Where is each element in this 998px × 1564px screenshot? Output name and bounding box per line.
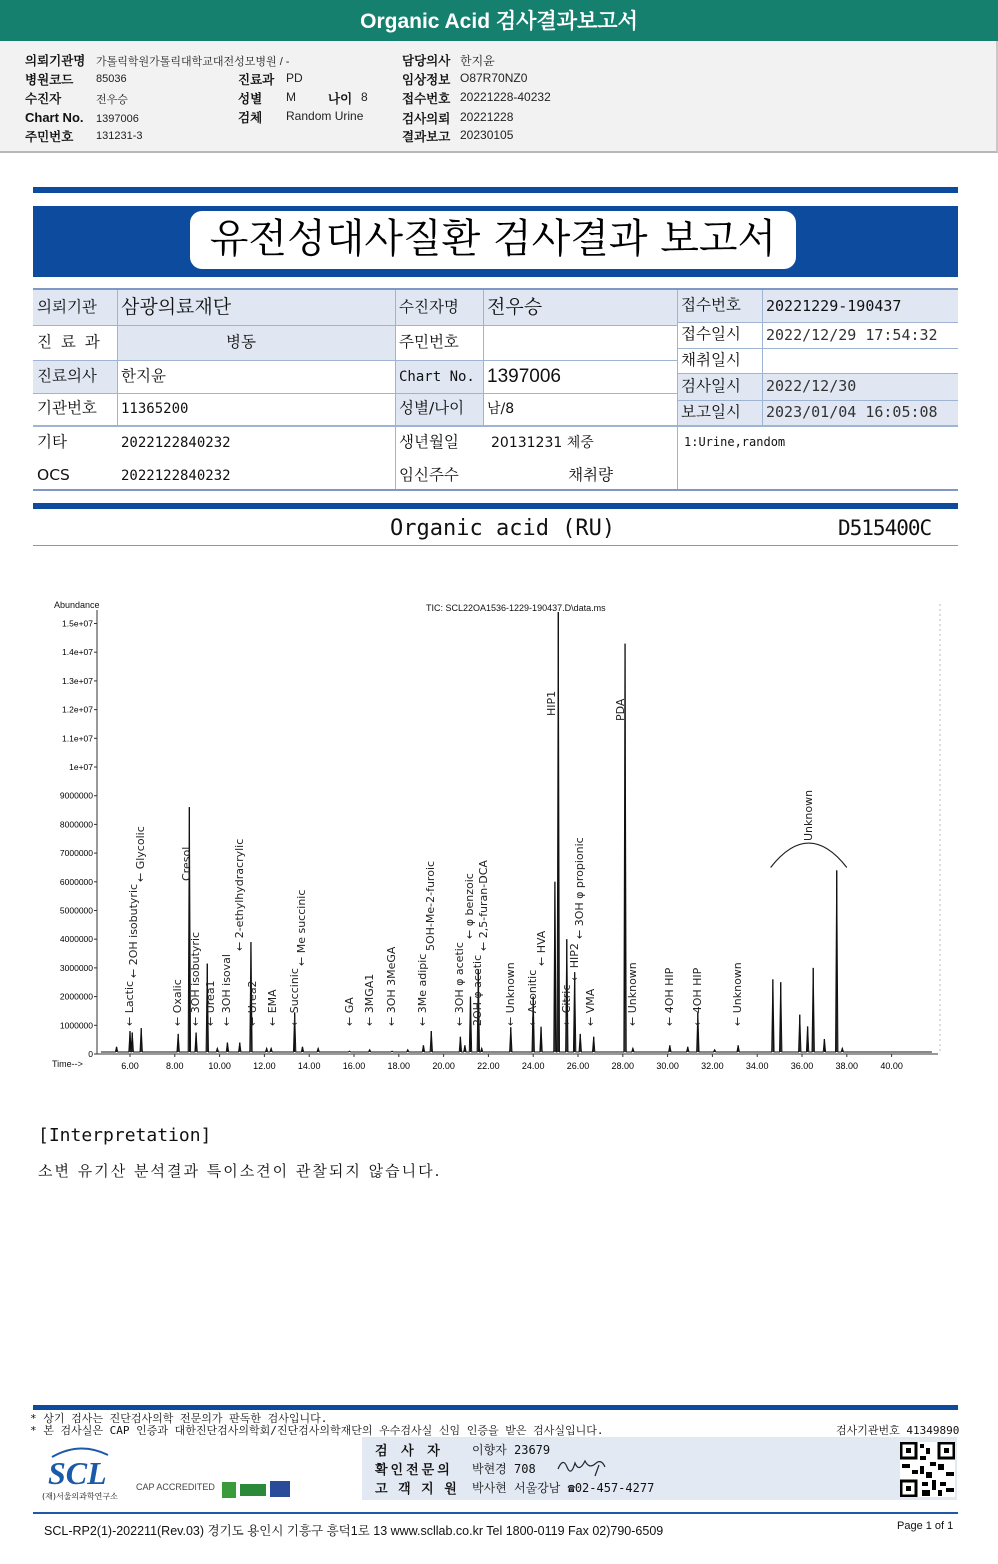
table-value bbox=[762, 348, 958, 373]
dept-value: PD bbox=[286, 71, 303, 85]
peak-annotation: ← Unknown bbox=[503, 962, 517, 1026]
x-tick-label: 22.00 bbox=[477, 1061, 500, 1071]
table-value: 채취량 bbox=[568, 466, 613, 485]
result-value: 20230105 bbox=[460, 128, 514, 142]
hospital-code-value: 85036 bbox=[96, 73, 127, 85]
peak-annotation: ← Urea2 bbox=[246, 980, 260, 1026]
table-value: 20131231 체중 bbox=[491, 435, 594, 451]
peak-annotation: ← 3OH φ propionic bbox=[573, 837, 587, 939]
lab-number: 검사기관번호 41349890 bbox=[836, 1424, 960, 1437]
request-label: 검사의뢰 bbox=[402, 111, 451, 126]
table-value: 1397006 bbox=[487, 366, 561, 387]
x-tick-label: 26.00 bbox=[566, 1061, 590, 1071]
peak-annotation: ← 3MGA1 bbox=[362, 973, 376, 1026]
doctor-label: 담당의사 bbox=[402, 53, 451, 68]
table-divider bbox=[33, 425, 958, 427]
peak-annotation: ← 2OH isobutyric bbox=[127, 883, 141, 978]
peak-annotation: ← Oxalic bbox=[171, 979, 185, 1026]
hospital-code-label: 병원코드 bbox=[25, 72, 74, 87]
peak-annotation: ← Glycolic bbox=[134, 826, 148, 882]
peak-annotation: ← 2-ethylhydracrylic bbox=[232, 838, 246, 951]
x-tick-label: 36.00 bbox=[790, 1061, 814, 1071]
cert-logo-icon bbox=[240, 1484, 266, 1496]
cert-logo-icon bbox=[270, 1481, 290, 1497]
table-value: 20221229-190437 bbox=[762, 290, 958, 322]
table-value: 2022122840232 bbox=[121, 468, 231, 484]
chart-label: Chart No. bbox=[25, 110, 84, 125]
x-tick-label: 28.00 bbox=[611, 1061, 635, 1071]
y-tick-label: 9000000 bbox=[59, 790, 93, 801]
table-label: 생년월일 bbox=[399, 433, 459, 452]
x-tick-label: 16.00 bbox=[342, 1061, 366, 1071]
table-label: 보고일시 bbox=[677, 400, 762, 425]
peak-annotation: ← GA bbox=[342, 997, 356, 1026]
footer-note-2: * 본 검사실은 CAP 인증과 대한진단검사의학회/진단검사의학재단의 우수검사실 신임 인증을 받은 검사실입니다. bbox=[30, 1424, 604, 1437]
y-tick-label: 3000000 bbox=[59, 962, 93, 973]
peak-annotation: ← 2,5-furan-DCA bbox=[476, 860, 490, 951]
peak-annotation: ← Citric bbox=[559, 984, 573, 1026]
request-value: 20221228 bbox=[460, 110, 514, 124]
institution-value: 가톨릭학원가톨릭대학교대전성모병원 / - bbox=[96, 56, 290, 68]
table-label: 기타 bbox=[37, 433, 67, 452]
y-tick-label: 0 bbox=[88, 1049, 93, 1059]
y-tick-label: 1.5e+07 bbox=[62, 618, 93, 629]
peak-annotation: ← HVA bbox=[535, 930, 549, 966]
signature-image bbox=[555, 1455, 610, 1477]
y-tick-label: 2000000 bbox=[59, 991, 93, 1002]
y-tick-label: 1.2e+07 bbox=[62, 704, 93, 715]
table-value: 11365200 bbox=[121, 401, 189, 417]
rrn-value: 131231-3 bbox=[96, 130, 143, 142]
peak-annotation: ← 4OH HIP bbox=[662, 967, 676, 1026]
tester-label: 검 사 자 bbox=[375, 1444, 440, 1459]
peak-annotation: ← 3Me adipic bbox=[416, 953, 430, 1026]
table-label: 성별/나이 bbox=[395, 393, 483, 425]
table-value: 삼광의료재단 bbox=[117, 290, 395, 325]
y-tick-label: 5000000 bbox=[59, 905, 93, 916]
peak-annotation: ← Urea1 bbox=[203, 980, 217, 1026]
x-tick-label: 32.00 bbox=[701, 1061, 724, 1071]
table-value bbox=[483, 325, 677, 360]
table-label: 기관번호 bbox=[37, 399, 97, 418]
table-label: 주민번호 bbox=[399, 332, 459, 351]
confirm-value: 박현경 708 bbox=[472, 1462, 536, 1476]
dept-label: 진료과 bbox=[238, 72, 275, 87]
table-label: 임신주수 bbox=[399, 466, 459, 485]
x-tick-label: 24.00 bbox=[521, 1061, 545, 1071]
x-tick-label: 30.00 bbox=[656, 1061, 679, 1071]
x-tick-label: 38.00 bbox=[835, 1061, 859, 1071]
peak-annotation: HIP1 bbox=[545, 690, 559, 716]
tester-value: 이향자 23679 bbox=[472, 1443, 551, 1457]
peak-annotation: 5OH-Me-2-furoic bbox=[424, 860, 438, 951]
peak-annotation: ← Lactic bbox=[123, 980, 136, 1026]
table-value: 남/8 bbox=[487, 401, 515, 417]
chart-value: 1397006 bbox=[96, 113, 139, 125]
table-empty-cell bbox=[272, 325, 395, 360]
table-label: OCS bbox=[37, 466, 70, 485]
page-number: Page 1 of 1 bbox=[897, 1520, 954, 1532]
y-tick-label: 1.3e+07 bbox=[62, 675, 93, 686]
peak-annotation: ← Me succinic bbox=[295, 889, 309, 966]
peak-annotation: Cresol bbox=[180, 846, 194, 881]
y-tick-label: 8000000 bbox=[59, 819, 93, 830]
x-tick-label: 6.00 bbox=[121, 1061, 139, 1071]
peak-annotation: ← 4OH HIP bbox=[690, 967, 704, 1026]
x-tick-label: 40.00 bbox=[880, 1061, 903, 1071]
table-value: 2022/12/29 17:54:32 bbox=[766, 325, 938, 344]
clinical-value: O87R70NZ0 bbox=[460, 71, 528, 85]
y-tick-label: 1.1e+07 bbox=[62, 733, 93, 744]
clinical-label: 임상정보 bbox=[402, 72, 451, 87]
peak-annotation: ← 3OH φ acetic bbox=[453, 942, 467, 1026]
x-tick-label: 8.00 bbox=[166, 1061, 184, 1071]
peak-annotation: ← VMA bbox=[584, 988, 598, 1026]
interpretation-title: [Interpretation] bbox=[38, 1125, 212, 1146]
cert-logo-icon bbox=[222, 1482, 236, 1498]
table-label: 진 료 과 bbox=[37, 332, 102, 351]
table-label: 접수번호 bbox=[677, 290, 762, 322]
footer-note-1: * 상기 검사는 진단검사의학 전문의가 판독한 검사입니다. bbox=[30, 1412, 328, 1425]
rrn-label: 주민번호 bbox=[25, 129, 74, 144]
x-tick-label: 20.00 bbox=[432, 1061, 455, 1071]
peak-annotation: ← 3OH isoval bbox=[220, 954, 234, 1026]
table-label: 수진자명 bbox=[395, 290, 483, 325]
peak-annotation: ← Succinic bbox=[287, 968, 301, 1026]
peak-annotation: ← Aconitic bbox=[526, 969, 540, 1026]
specimen-label: 검체 bbox=[238, 110, 263, 125]
specimen-note: 1:Urine,random bbox=[684, 435, 786, 449]
footer-address: SCL-RP2(1)-202211(Rev.03) 경기도 용인시 기흥구 흥덕1로 13 www.scllab.co.kr Tel 1800-0119 Fax 02)790-6509 bbox=[44, 1524, 664, 1538]
divider bbox=[33, 503, 958, 509]
x-tick-label: 34.00 bbox=[745, 1061, 769, 1071]
info-panel bbox=[0, 41, 998, 153]
peak-annotation: ← 3OH 3MeGA bbox=[385, 946, 399, 1026]
divider bbox=[33, 1512, 958, 1514]
interpretation-text: 소변 유기산 분석결과 특이소견이 관찰되지 않습니다. bbox=[38, 1162, 442, 1180]
x-tick-label: 12.00 bbox=[253, 1061, 276, 1071]
y-tick-label: 6000000 bbox=[59, 876, 93, 887]
report-header-title: Organic Acid 검사결과보고서 bbox=[0, 0, 998, 41]
table-bottom-border bbox=[33, 489, 958, 491]
peak-annotation: Unknown bbox=[801, 789, 815, 841]
sex-value: M bbox=[286, 90, 296, 104]
receipt-value: 20221228-40232 bbox=[460, 90, 551, 104]
qr-code-icon bbox=[900, 1442, 955, 1497]
sex-label: 성별 bbox=[238, 91, 263, 106]
y-tick-label: 1000000 bbox=[59, 1020, 93, 1031]
x-tick-label: 10.00 bbox=[208, 1061, 231, 1071]
y-tick-label: 1e+07 bbox=[69, 762, 93, 772]
divider bbox=[33, 545, 958, 546]
divider bbox=[33, 187, 958, 193]
x-tick-label: 14.00 bbox=[297, 1061, 321, 1071]
peak-annotation: ← φ benzoic bbox=[463, 873, 477, 939]
test-name: Organic acid (RU) bbox=[390, 516, 616, 541]
peak-annotation: 2OH φ acetic bbox=[471, 954, 485, 1026]
age-value: 8 bbox=[361, 90, 368, 104]
peak-annotation: PDA bbox=[613, 698, 627, 721]
test-code: D515400C bbox=[838, 516, 932, 540]
y-tick-label: 1.4e+07 bbox=[62, 647, 93, 658]
x-tick-label: 18.00 bbox=[387, 1061, 411, 1071]
table-value: 한지윤 bbox=[121, 366, 166, 385]
table-label: 의뢰기관 bbox=[33, 290, 117, 325]
doctor-value: 한지윤 bbox=[460, 54, 495, 68]
table-label: 채취일시 bbox=[681, 350, 741, 369]
patient-value: 전우승 bbox=[96, 94, 128, 106]
chart-title: TIC: SCL22OA1536-1229-190437.D\data.ms bbox=[426, 603, 606, 613]
patient-label: 수진자 bbox=[25, 91, 62, 106]
peak-annotation: ← Unknown bbox=[731, 962, 745, 1026]
scl-logo-subtitle: (재)서울의과학연구소 bbox=[42, 1492, 118, 1501]
table-label: 접수일시 bbox=[681, 325, 741, 344]
y-tick-label: 4000000 bbox=[59, 934, 93, 945]
y-axis-label: Abundance bbox=[54, 600, 100, 610]
cap-logo: CAP ACCREDITED bbox=[136, 1482, 215, 1492]
confirm-label: 확인전문의 bbox=[375, 1463, 453, 1478]
support-label: 고 객 지 원 bbox=[375, 1482, 460, 1497]
support-value: 박사현 서울강남 ☎02-457-4277 bbox=[472, 1481, 655, 1495]
scl-logo: SCL bbox=[48, 1455, 107, 1491]
table-label: Chart No. bbox=[395, 360, 483, 393]
table-value: 병동 bbox=[117, 325, 272, 360]
peak-annotation: ← 3OH isobutyric bbox=[189, 931, 203, 1026]
x-axis-label: Time--> bbox=[52, 1059, 83, 1069]
table-label: 진료의사 bbox=[33, 360, 117, 393]
table-value: 전우승 bbox=[483, 290, 677, 325]
table-value: 2023/01/04 16:05:08 bbox=[762, 400, 958, 425]
logo-swoosh-icon bbox=[50, 1445, 110, 1459]
institution-label: 의뢰기관명 bbox=[25, 53, 86, 68]
result-label: 결과보고 bbox=[402, 129, 451, 144]
table-value: 2022/12/30 bbox=[762, 373, 958, 400]
age-label: 나이 bbox=[328, 91, 353, 106]
unknown-bracket bbox=[771, 843, 847, 867]
table-label: 검사일시 bbox=[677, 373, 762, 400]
table-value: 2022122840232 bbox=[121, 435, 231, 451]
peak-annotation: ← EMA bbox=[266, 989, 280, 1026]
receipt-label: 접수번호 bbox=[402, 91, 451, 106]
specimen-value: Random Urine bbox=[286, 109, 364, 123]
chromatogram bbox=[50, 596, 945, 1076]
banner-title: 유전성대사질환 검사결과 보고서 bbox=[209, 216, 777, 262]
y-tick-label: 7000000 bbox=[59, 848, 93, 859]
peak-annotation: ← Unknown bbox=[625, 962, 639, 1026]
peak-annotation: ← HIP2 bbox=[567, 943, 581, 981]
